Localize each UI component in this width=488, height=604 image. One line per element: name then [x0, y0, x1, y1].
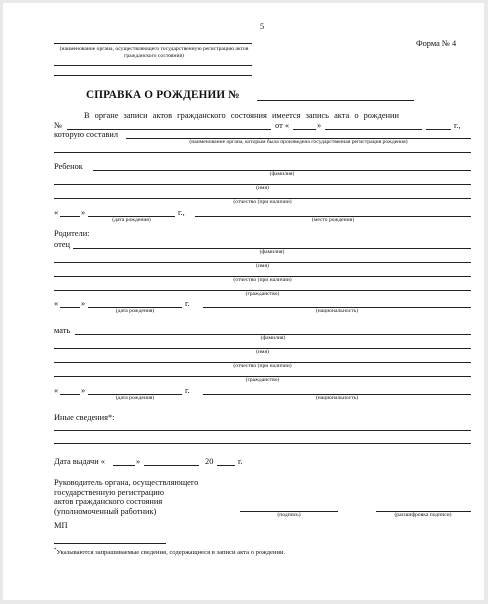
organ-line-3[interactable]	[54, 75, 252, 76]
father-citizenship-caption: (гражданство)	[245, 291, 280, 297]
mother-year: г.	[185, 386, 190, 395]
child-birth-place-caption: (место рождения)	[311, 217, 355, 223]
father-surname-caption: (фамилия)	[259, 249, 285, 255]
organ-caption: (наименование органа, осуществляющего государственную регистрацию актов гражданского состояния)	[59, 46, 249, 59]
footnote-separator	[54, 543, 166, 544]
issue-year-line[interactable]	[217, 465, 235, 466]
father-year: г.	[185, 299, 190, 308]
child-date-open: «	[54, 208, 59, 217]
father-name-caption: (имя)	[256, 263, 269, 269]
intro-year: г.,	[454, 121, 461, 130]
mother-patronymic-caption: (отчество (при наличии)	[233, 363, 292, 369]
mother-citizenship-caption: (гражданство)	[245, 377, 280, 383]
father-birth-day-line[interactable]	[60, 307, 80, 308]
mother-birth-date-caption: (дата рождения)	[115, 395, 155, 401]
certificate-title: СПРАВКА О РОЖДЕНИИ №	[86, 89, 240, 101]
composed-by-line-2[interactable]	[54, 152, 471, 153]
record-day-line[interactable]	[293, 129, 316, 130]
child-surname-caption: (фамилия)	[269, 171, 295, 177]
head-line-4: (уполномоченный работник)	[54, 506, 157, 516]
signature-caption: (подпись)	[277, 512, 301, 518]
father-patronymic-caption: (отчество (при наличии)	[233, 277, 292, 283]
certificate-page	[3, 3, 484, 600]
child-birth-date-caption: (дата рождения)	[112, 217, 151, 223]
father-date-open: «	[54, 299, 59, 308]
child-label: Ребенок	[54, 162, 83, 171]
organ-line-1[interactable]	[54, 43, 252, 44]
signature-decoding-caption: (расшифровка подписи)	[394, 512, 452, 518]
other-info-line-2[interactable]	[54, 443, 471, 444]
mother-nationality-caption: (национальность)	[315, 395, 359, 401]
issue-year: г.	[238, 457, 243, 466]
form-label: Форма № 4	[416, 39, 457, 48]
child-birth-day-line[interactable]	[60, 216, 80, 217]
head-line-3: актов гражданского состояния	[54, 497, 163, 507]
intro-line: В органе записи актов гражданского состояния имеется запись акта о рождении	[84, 111, 400, 120]
intro-from: от «	[275, 121, 290, 130]
composed-caption: (наименование органа, которым была произведена государственная регистрация рождения)	[189, 139, 408, 145]
mother-name-caption: (имя)	[256, 349, 269, 355]
issue-close-quote: »	[136, 457, 141, 466]
other-info-label: Иные сведения*:	[54, 413, 115, 422]
stamp-label: МП	[54, 521, 68, 530]
page-number: 5	[260, 22, 265, 31]
record-year-line[interactable]	[426, 129, 451, 130]
child-patronymic-caption: (отчество (при наличии)	[233, 199, 292, 205]
issue-date-label: Дата выдачи «	[54, 457, 105, 466]
mother-date-open: «	[54, 386, 59, 395]
issue-day-line[interactable]	[113, 465, 135, 466]
mother-birth-day-line[interactable]	[60, 394, 80, 395]
child-year: г.,	[178, 208, 185, 217]
footnote-text: Указываются запрашиваемые сведения, содержащиеся в записи акта о рождении.	[56, 549, 286, 557]
mother-label: мать	[54, 326, 71, 335]
footnote: *Указываются запрашиваемые сведения, содержащиеся в записи акта о рождении.	[54, 548, 286, 557]
issue-twenty: 20	[205, 457, 214, 466]
intro-close-quote: »	[317, 121, 322, 130]
father-nationality-caption: (национальность)	[315, 308, 359, 314]
organ-line-2[interactable]	[54, 65, 252, 66]
other-info-line-1[interactable]	[54, 430, 471, 431]
parents-label: Родители:	[54, 229, 90, 238]
head-title	[54, 478, 198, 516]
head-line-2: государственную регистрацию	[54, 487, 164, 497]
mother-surname-caption: (фамилия)	[260, 335, 286, 341]
child-name-caption: (имя)	[256, 185, 269, 191]
intro-num: №	[54, 121, 62, 130]
father-date-close: »	[81, 299, 86, 308]
composed-by-label: которую составил	[54, 130, 118, 139]
issue-month-line[interactable]	[144, 465, 199, 466]
certificate-number-line[interactable]	[257, 100, 414, 101]
father-birth-date-caption: (дата рождения)	[115, 308, 155, 314]
mother-date-close: »	[81, 386, 86, 395]
head-line-1: Руководитель органа, осуществляющего	[54, 478, 199, 487]
record-month-line[interactable]	[325, 129, 422, 130]
child-date-close: »	[81, 208, 86, 217]
father-label: отец	[54, 240, 70, 249]
